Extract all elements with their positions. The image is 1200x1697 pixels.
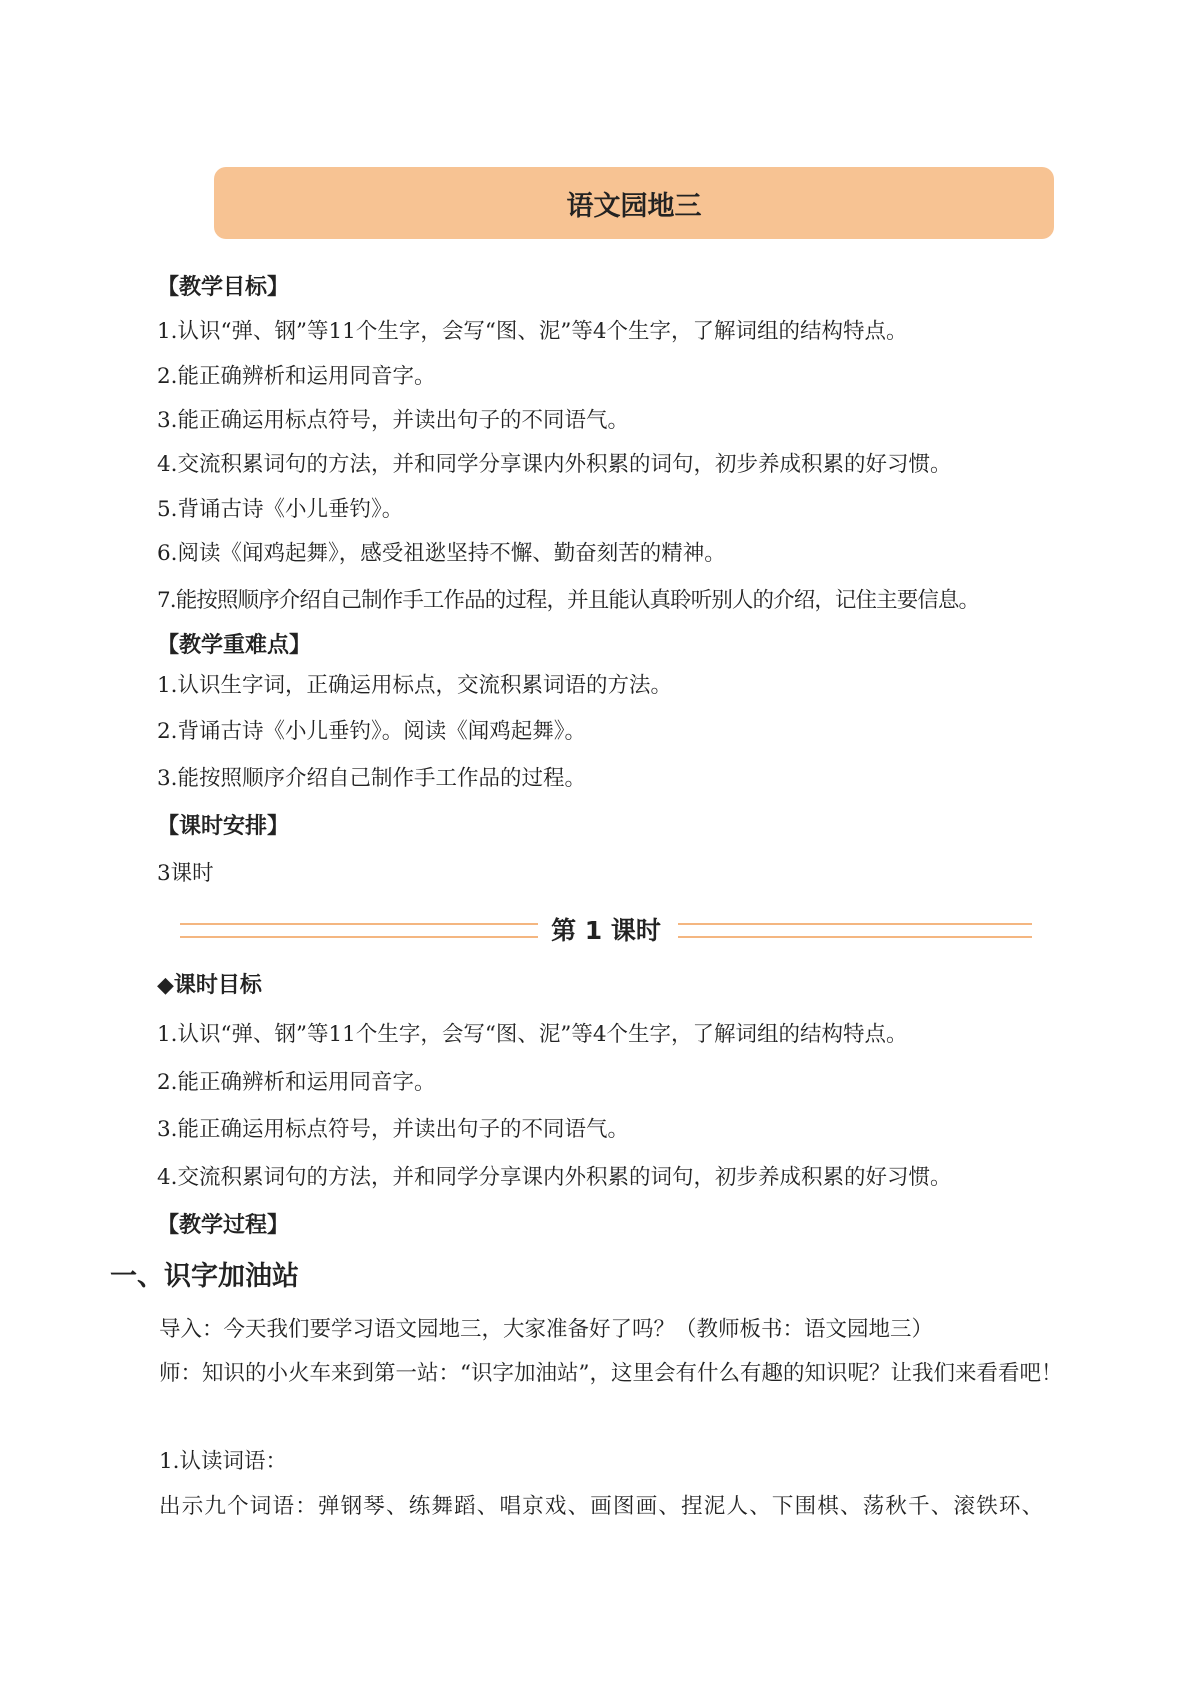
goal-item: 2.能正确辨析和运用同音字。: [157, 364, 436, 389]
title-banner: [214, 167, 1054, 239]
goals-heading: 【教学目标】: [157, 275, 290, 300]
goal-item: 4.交流积累词句的方法，并和同学分享课内外积累的词句，初步养成积累的好习惯。: [157, 452, 952, 477]
paragraph: 导入：今天我们要学习语文园地三，大家准备好了吗？（教师板书：语文园地三）: [159, 1317, 934, 1342]
objective-item: 2.能正确辨析和运用同音字。: [157, 1070, 436, 1095]
goal-item: 1.认识“弹、钢”等11个生字，会写“图、泥”等4个生字，了解词组的结构特点。: [157, 319, 908, 344]
schedule-value: 3课时: [157, 861, 214, 886]
process-heading: 【教学过程】: [157, 1213, 290, 1238]
paragraph: 师：知识的小火车来到第一站：“识字加油站”，这里会有什么有趣的知识呢？让我们来看看吧！: [159, 1361, 1063, 1386]
key-point-item: 2.背诵古诗《小儿垂钓》。阅读《闻鸡起舞》。: [157, 719, 587, 744]
key-point-item: 1.认识生字词，正确运用标点，交流积累词语的方法。: [157, 673, 673, 698]
page-title: 语文园地三: [566, 190, 702, 222]
goal-item: 7.能按照顺序介绍自己制作手工作品的过程，并且能认真聆听别人的介绍，记住主要信息。: [157, 588, 980, 613]
lesson-divider: [180, 905, 1032, 955]
key-point-item: 3.能按照顺序介绍自己制作手工作品的过程。: [157, 766, 587, 791]
objective-item: 1.认识“弹、钢”等11个生字，会写“图、泥”等4个生字，了解词组的结构特点。: [157, 1022, 908, 1047]
goal-item: 3.能正确运用标点符号，并读出句子的不同语气。: [157, 408, 630, 433]
goal-item: 5.背诵古诗《小儿垂钓》。: [157, 497, 404, 522]
goal-item: 6.阅读《闻鸡起舞》，感受祖逖坚持不懈、勤奋刻苦的精神。: [157, 541, 726, 566]
key-points-heading: 【教学重难点】: [157, 633, 312, 658]
lesson-objectives-heading: ◆课时目标: [157, 973, 262, 998]
objective-item: 3.能正确运用标点符号，并读出句子的不同语气。: [157, 1117, 630, 1142]
objective-item: 4.交流积累词句的方法，并和同学分享课内外积累的词句，初步养成积累的好习惯。: [157, 1165, 952, 1190]
lesson-label: 第 1 课时: [551, 916, 661, 945]
schedule-heading: 【课时安排】: [157, 814, 290, 839]
paragraph: 出示九个词语：弹钢琴、练舞蹈、唱京戏、画图画、捏泥人、下围棋、荡秋千、滚铁环、: [159, 1494, 1045, 1519]
paragraph: 1.认读词语：: [159, 1449, 288, 1474]
section-title: 一、识字加油站: [110, 1261, 299, 1292]
